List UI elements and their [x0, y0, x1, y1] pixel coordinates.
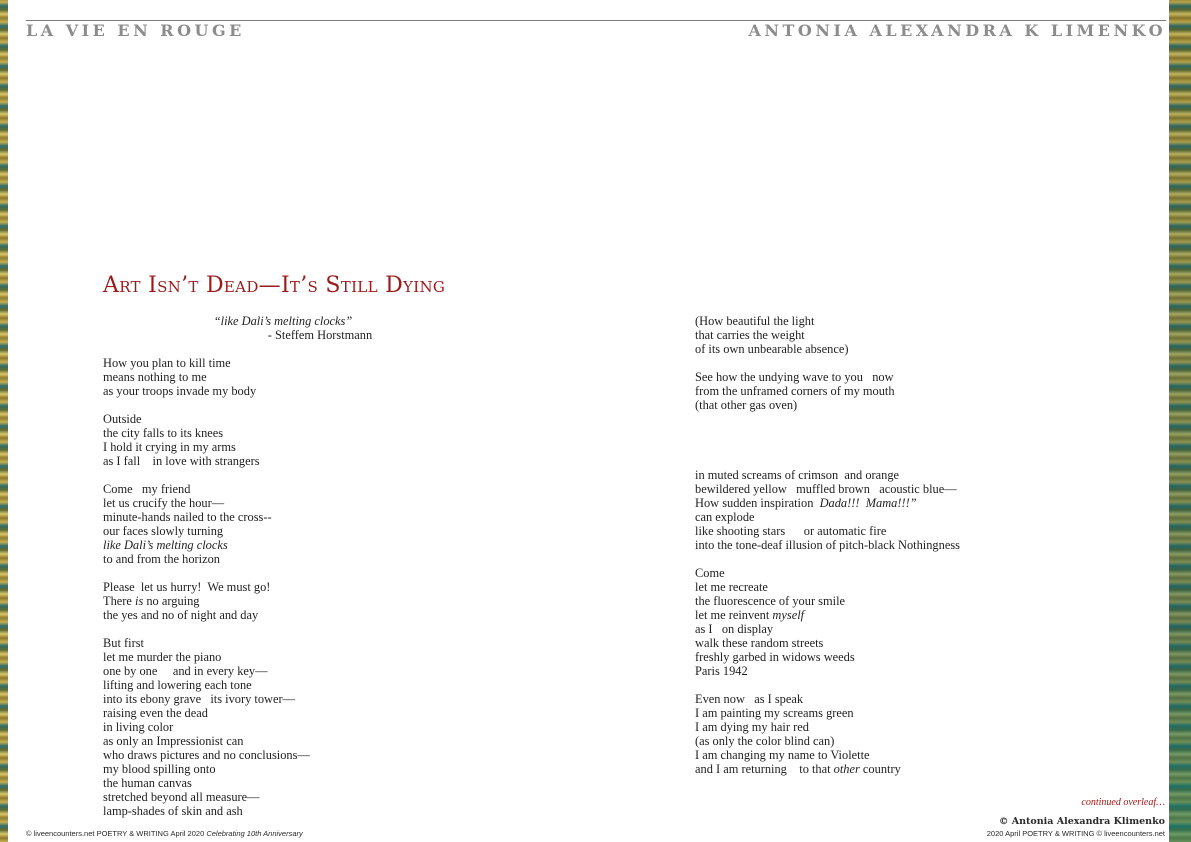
poem-line: our faces slowly turning: [103, 524, 224, 538]
poem-line: the human canvas: [103, 776, 192, 790]
footer-anniversary: Celebrating 10th Anniversary: [206, 829, 303, 838]
footer-publication-info: [26, 829, 303, 838]
continued-note: continued overleaf…: [1081, 797, 1165, 808]
copyright-line: © Antonia Alexandra Klimenko: [998, 816, 1165, 827]
stanza: [695, 314, 1135, 356]
left-stanzas: [103, 356, 523, 818]
poem-line: as only an Impressionist can: [103, 734, 244, 748]
stanza: [103, 412, 523, 468]
poem-line: like Dali’s melting clocks: [103, 538, 228, 552]
poem-line: the city falls to its knees: [103, 426, 224, 440]
poem-line: stretched beyond all measure—: [103, 790, 260, 804]
stanza: [103, 580, 523, 622]
poem-line: There is no arguing: [103, 594, 200, 608]
poem-line: as I on display: [695, 622, 774, 636]
poem-line: minute-hands nailed to the cross--: [103, 510, 272, 524]
poem-line: Paris 1942: [695, 664, 748, 678]
poem-column-left: [103, 314, 523, 818]
stanza: [103, 636, 523, 818]
stanza: [695, 468, 1135, 552]
right-bottom-stanzas: [695, 468, 1135, 776]
poem-line: bewildered yellow muffled brown acoustic blue—: [695, 482, 957, 496]
poem-line: in muted screams of crimson and orange: [695, 468, 900, 482]
epigraph-quote: “like Dali’s melting clocks”: [213, 314, 353, 328]
poem-line: let us crucify the hour—: [103, 496, 225, 510]
poem-line: Come my friend: [103, 482, 191, 496]
stanza: [695, 692, 1135, 776]
epigraph: [103, 314, 463, 342]
poem-line: (How beautiful the light: [695, 314, 815, 328]
poem-line: from the unframed corners of my mouth: [695, 384, 895, 398]
poem-line: Outside: [103, 412, 142, 426]
poem-line: (that other gas oven): [695, 398, 798, 412]
poem-line: as your troops invade my body: [103, 384, 257, 398]
stanza: [695, 370, 1135, 412]
poem-line: lifting and lowering each tone: [103, 678, 252, 692]
poem-line: that carries the weight: [695, 328, 805, 342]
footer-issue-info: 2020 April POETRY & WRITING © liveencounters.net: [986, 829, 1165, 838]
poem-line: who draws pictures and no conclusions—: [103, 748, 310, 762]
poem-line: to and from the horizon: [103, 552, 220, 566]
poem-line: and I am returning to that other country: [695, 762, 901, 776]
poem-line: as I fall in love with strangers: [103, 454, 260, 468]
poem-line: let me recreate: [695, 580, 768, 594]
poem-line: the fluorescence of your smile: [695, 594, 846, 608]
poem-line: raising even the dead: [103, 706, 208, 720]
poem-line: Even now as I speak: [695, 692, 804, 706]
poem-line: freshly garbed in widows weeds: [695, 650, 855, 664]
poem-line: in living color: [103, 720, 174, 734]
left-decorative-border: [0, 0, 8, 842]
poem-line: (as only the color blind can): [695, 734, 835, 748]
poem-line: into the tone-deaf illusion of pitch-black Nothingness: [695, 538, 960, 552]
poem-line: How you plan to kill time: [103, 356, 231, 370]
poem-line: into its ebony grave its ivory tower—: [103, 692, 296, 706]
poem-line: But first: [103, 636, 144, 650]
poem-line: I am dying my hair red: [695, 720, 809, 734]
poem-line: lamp-shades of skin and ash: [103, 804, 243, 818]
poem-line: one by one and in every key—: [103, 664, 268, 678]
header-author-name: ANTONIA ALEXANDRA K LIMENKO: [748, 21, 1166, 40]
stanza: [695, 566, 1135, 678]
poem-line: walk these random streets: [695, 636, 824, 650]
poem-line: I hold it crying in my arms: [103, 440, 236, 454]
poem-line: like shooting stars or automatic fire: [695, 524, 887, 538]
poem-line: means nothing to me: [103, 370, 207, 384]
poem-line: my blood spilling onto: [103, 762, 216, 776]
poem-line: How sudden inspiration Dada!!! Mama!!!”: [695, 496, 917, 510]
header-section-title: LA VIE EN ROUGE: [26, 21, 245, 40]
poem-column-right: [695, 314, 1135, 776]
epigraph-attribution: - Steffem Horstmann: [267, 328, 373, 342]
poem-line: I am painting my screams green: [695, 706, 854, 720]
footer-left-text: © liveencounters.net POETRY & WRITING April 2020: [26, 829, 207, 838]
poem-title: Art Isn’t Dead—It’s Still Dying: [103, 273, 446, 298]
right-decorative-border: [1169, 0, 1191, 842]
poem-line: of its own unbearable absence): [695, 342, 849, 356]
stanza: [103, 482, 523, 566]
poem-line: Come: [695, 566, 725, 580]
poem-line: See how the undying wave to you now: [695, 370, 894, 384]
poem-line: Please let us hurry! We must go!: [103, 580, 271, 594]
poem-line: can explode: [695, 510, 755, 524]
poem-line: the yes and no of night and day: [103, 608, 259, 622]
stanza: [103, 356, 523, 398]
right-top-stanzas: [695, 314, 1135, 412]
poem-line: let me murder the piano: [103, 650, 222, 664]
poem-line: let me reinvent myself: [695, 608, 805, 622]
poem-line: I am changing my name to Violette: [695, 748, 870, 762]
